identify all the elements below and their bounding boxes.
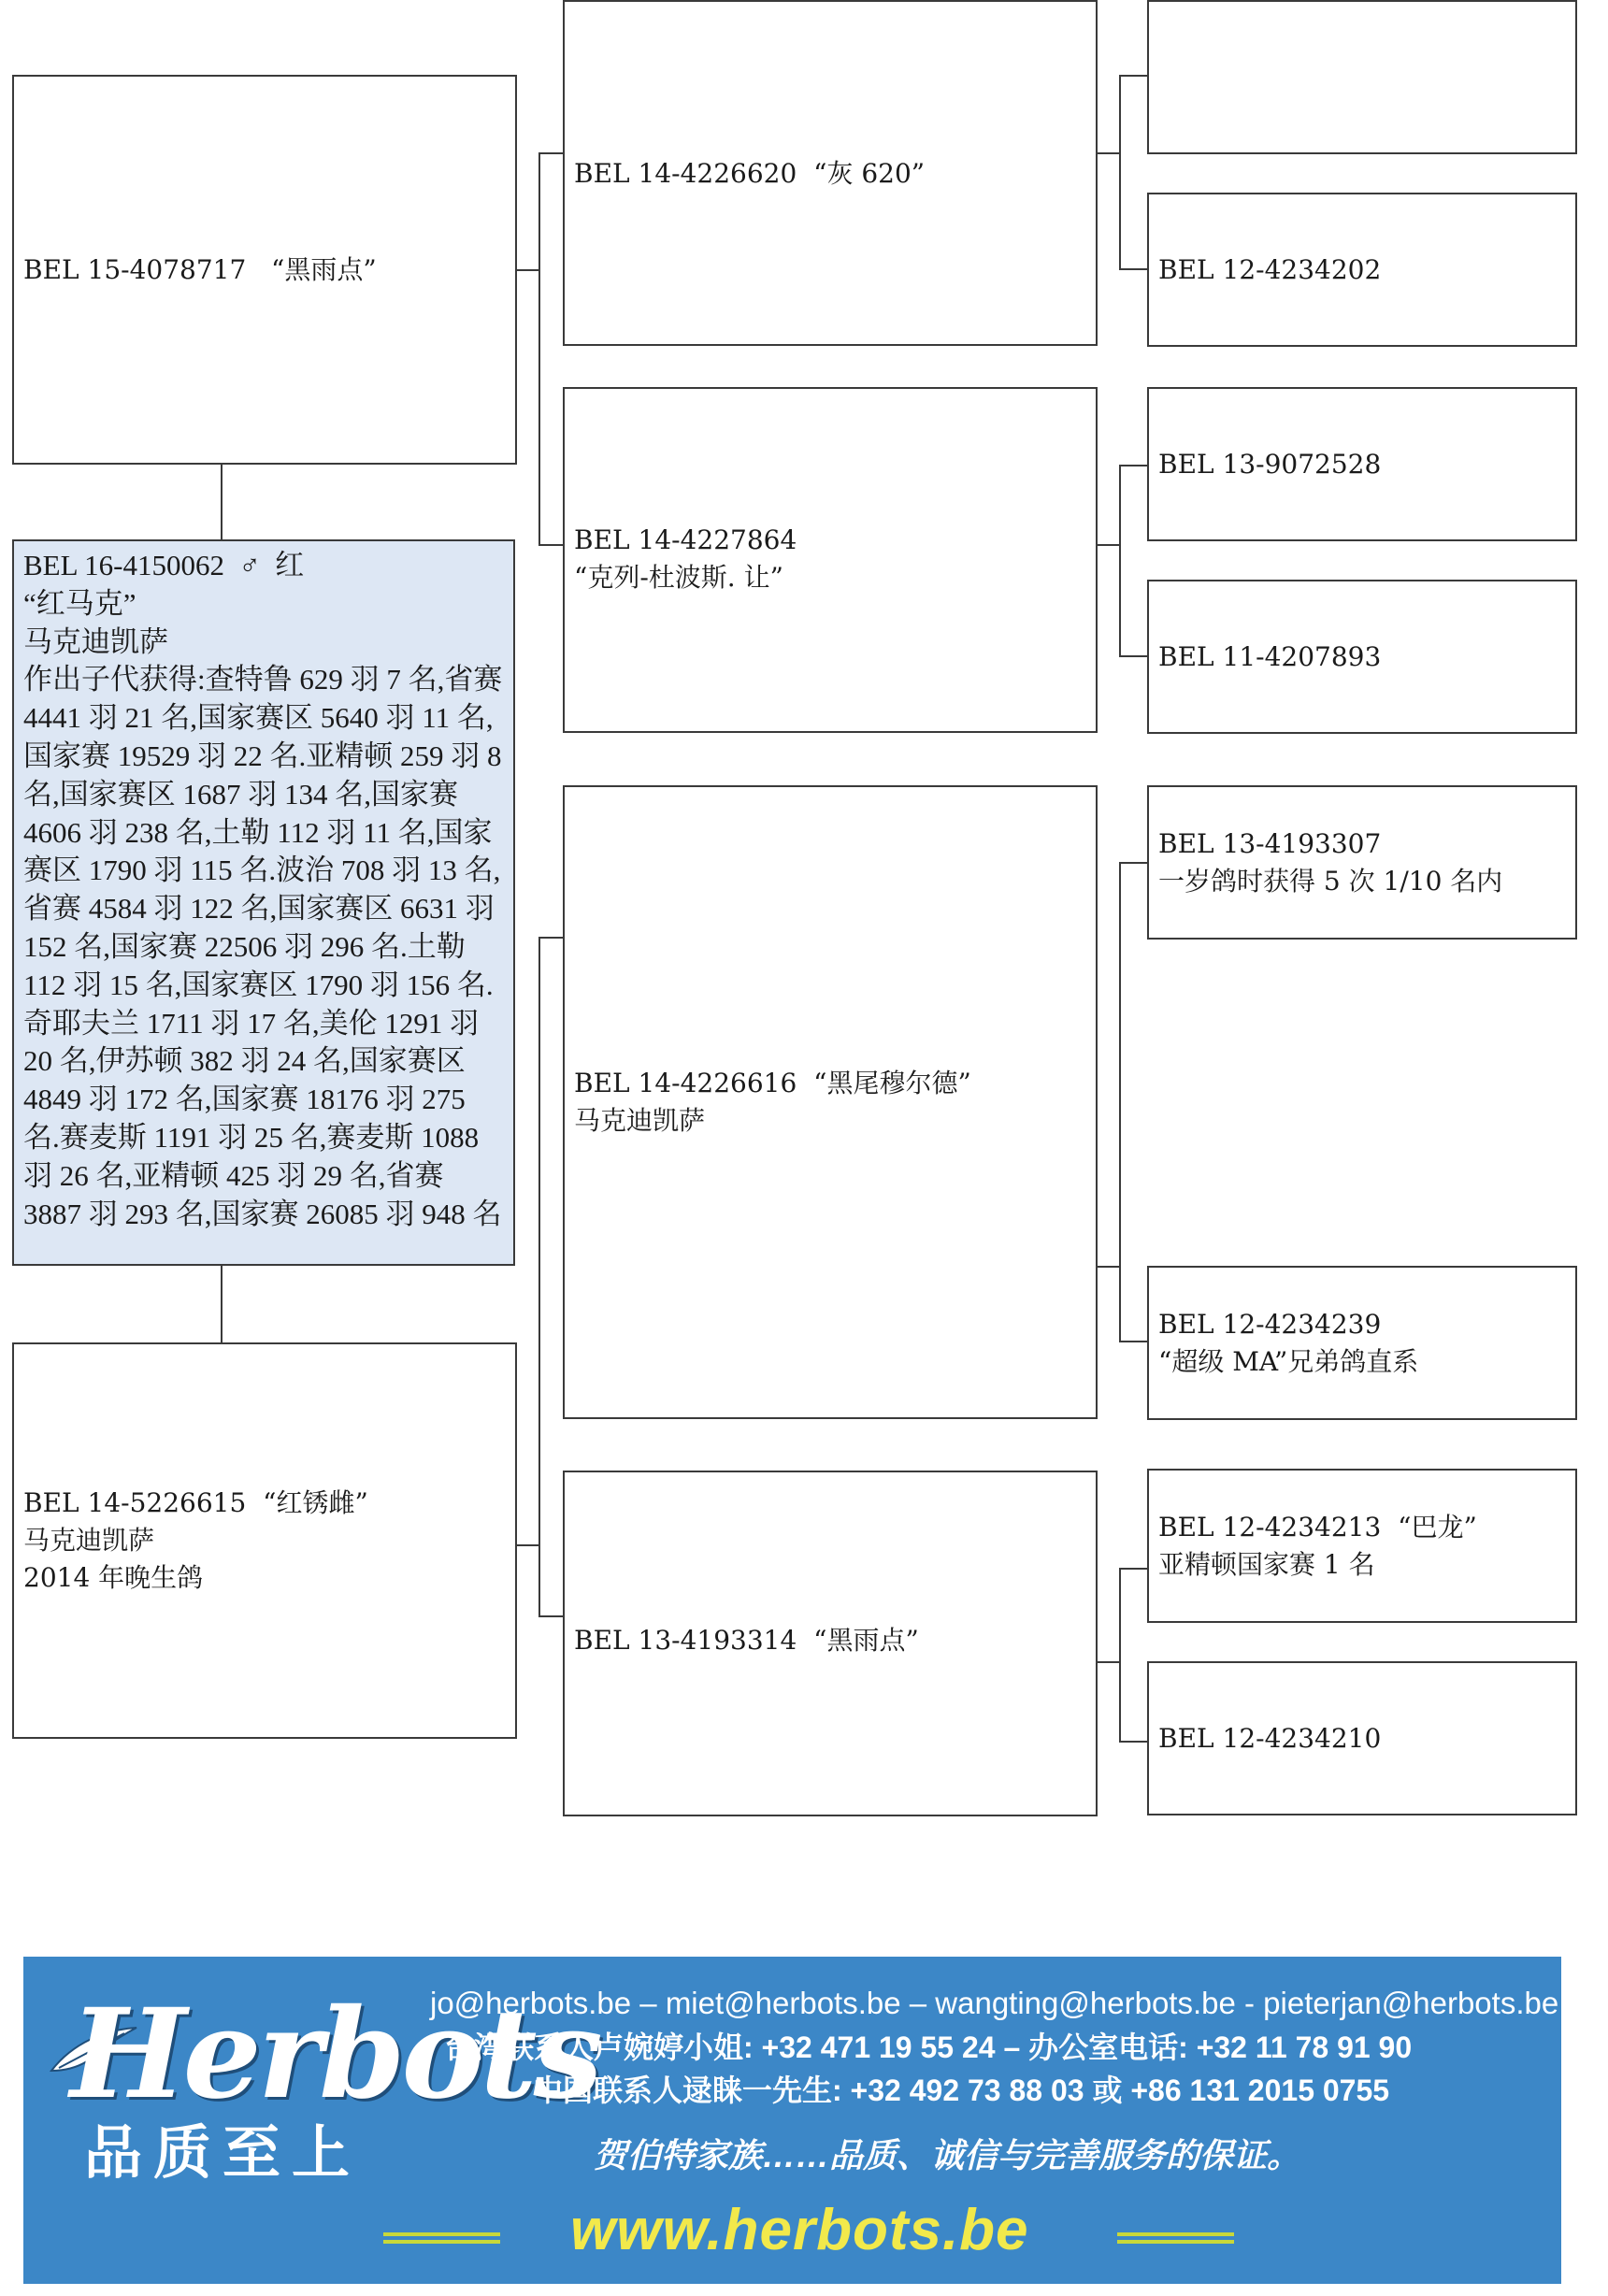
dam-sire-breeder: 马克迪凯萨 [574,1105,706,1136]
connector [1119,1341,1147,1342]
subject-box [12,539,515,1266]
connector [1119,75,1121,269]
connector [1098,1661,1120,1663]
sire-sire-ring: BEL 14-4226620 [574,158,797,189]
motto: 贺伯特家族……品质、诚信与完善服务的保证。 [594,2136,1301,2174]
herbots-banner [23,1957,1561,2284]
subject-breeder: 马克迪凯萨 [23,624,168,658]
dam-sire-box [563,785,1098,1419]
subject-color: 红 [275,549,305,581]
dam-name: “红锈雌” [263,1487,368,1518]
dam-dam-line [574,1622,1086,1659]
dam-note: 2014 年晚生鸽 [23,1562,204,1593]
sd-dam-box [1147,580,1577,734]
ds-dam-note: “超级 MA”兄弟鸽直系 [1158,1345,1419,1377]
website-link[interactable]: www.herbots.be [570,2198,1029,2262]
dd-sire-name: “巴龙” [1398,1511,1477,1543]
sire-name: “黑雨点” [271,253,377,285]
china-contact: 中国联系人逯睐一先生: +32 492 73 88 03 或 +86 131 2015 0755 [533,2074,1390,2107]
dd-sire-ring: BEL 12-4234213 [1158,1511,1382,1543]
connector [1119,465,1147,466]
connector [1119,268,1147,270]
decor-line [383,2240,500,2244]
sd-sire-ring: BEL 13-9072528 [1158,448,1382,480]
dd-dam-box [1147,1661,1577,1815]
dam-box [12,1342,517,1739]
herbots-logo: Herbots [70,1982,599,2127]
decor-line [1117,2240,1234,2244]
ds-dam-box [1147,1266,1577,1420]
dam-ring: BEL 14-5226615 [23,1487,247,1518]
subject-header [23,547,504,585]
dam-dam-name: “黑雨点” [813,1625,919,1656]
ds-sire-ring: BEL 13-4193307 [1158,827,1382,859]
connector [538,1615,563,1617]
sire-line [23,251,506,289]
connector [538,544,563,546]
dd-sire-box [1147,1469,1577,1623]
ss-dam-box [1147,193,1577,347]
sire-sire-box [563,0,1098,346]
decor-line [383,2232,500,2236]
dam-sire-name: “黑尾穆尔德” [813,1068,971,1098]
decor-line [1117,2232,1234,2236]
ds-sire-box [1147,785,1577,940]
sire-sire-line [574,155,1086,193]
dd-dam-ring: BEL 12-4234210 [1158,1722,1382,1754]
dd-sire-note: 亚精顿国家赛 1 名 [1158,1548,1375,1580]
connector [1119,1568,1121,1742]
ds-sire-note: 一岁鸽时获得 5 次 1/10 名内 [1158,865,1503,897]
dam-dam-box [563,1471,1098,1816]
dd-sire-line [1158,1509,1566,1546]
connector [1119,1741,1147,1743]
dam-dam-ring: BEL 13-4193314 [574,1625,797,1656]
connector [221,1266,223,1342]
ds-dam-ring: BEL 12-4234239 [1158,1308,1382,1340]
connector [1119,1568,1147,1570]
dam-sire-line [574,1065,1086,1102]
ss-sire-box [1147,0,1577,154]
connector [1098,152,1120,154]
sire-ring: BEL 15-4078717 [23,253,247,285]
male-icon: ♂ [238,549,261,581]
subject-results: 作出子代获得:查特鲁 629 羽 7 名,省赛 4441 羽 21 名,国家赛区 5640 羽 11 名,国家赛 19529 羽 22 名.亚精顿 259 羽 8 名,国家赛区 1687 羽 134 名,国家赛 4606 羽 238 名,土勒 112 羽 11 名,国家赛区 1790 羽 115 名.波治 708 羽 13 名,省赛 4584 羽 122 名,国家赛区 6631 羽 152 名,国家赛 22506 羽 296 名.土勒 112 羽 15 名,国家赛区 1790 羽 156 名.奇耶夫兰 1711 羽 17 名,美伦 1291 羽 20 名,伊苏顿 382 羽 24 名,国家赛区 4849 羽 172 名,国家赛 18176 羽 275 名.赛麦斯 1191 羽 25 名,赛麦斯 1088 羽 26 名,亚精顿 425 羽 29 名,省赛 3887 羽 293 名,国家赛 26085 羽 948 名 [23,663,503,1230]
connector [1119,862,1121,1342]
connector [538,152,563,154]
dam-line [23,1485,506,1522]
ss-dam-ring: BEL 12-4234202 [1158,253,1382,285]
connector [538,937,563,939]
dam-sire-ring: BEL 14-4226616 [574,1068,797,1098]
connector [221,465,223,539]
sire-dam-ring: BEL 14-4227864 [574,524,797,555]
connector [1119,465,1121,656]
taiwan-contact: 台湾联系人卢婉婷小姐: +32 471 19 55 24 – 办公室电话: +32 11 78 91 90 [444,2031,1413,2064]
subject-ring: BEL 16-4150062 [23,549,224,581]
connector [1119,655,1147,657]
sire-box [12,75,517,465]
connector [517,269,539,271]
connector [1098,1266,1120,1268]
sd-dam-ring: BEL 11-4207893 [1158,640,1382,672]
contact-emails[interactable]: jo@herbots.be – miet@herbots.be – wangting@herbots.be - pieterjan@herbots.be [430,1986,1559,2020]
connector [1119,75,1147,77]
dam-breeder: 马克迪凯萨 [23,1525,155,1556]
sd-sire-box [1147,387,1577,541]
subject-name: “红马克” [23,586,136,620]
slogan: 品质至上 [84,2118,362,2187]
connector [517,1544,539,1546]
connector [538,152,540,545]
connector [1098,544,1120,546]
connector [538,937,540,1617]
sire-dam-name: “克列-杜波斯. 让” [574,562,783,593]
sire-dam-box [563,387,1098,733]
sire-sire-name: “灰 620” [813,158,926,189]
connector [1119,862,1147,864]
